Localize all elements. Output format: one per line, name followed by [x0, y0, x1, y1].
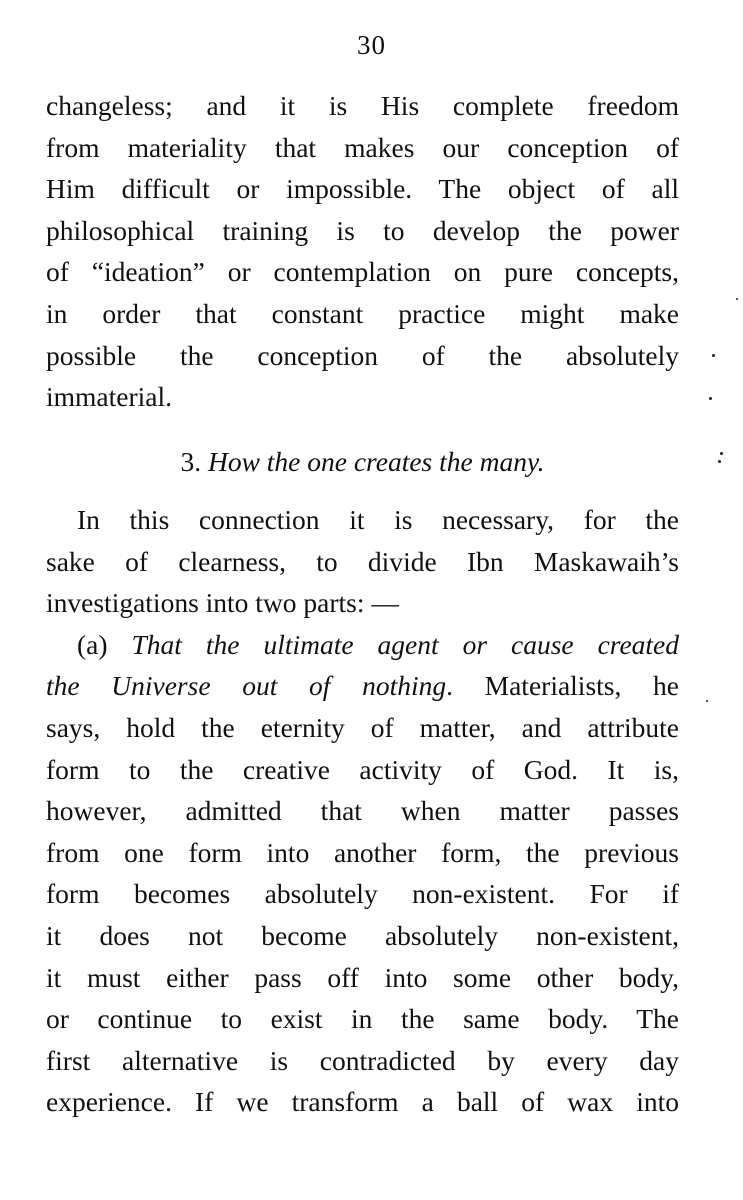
paragraph-1 [46, 85, 679, 418]
plain-text: . Materialists, he [446, 670, 679, 702]
text-line: changeless; and it is His complete freedom [46, 90, 679, 121]
text-line: says, hold the eternity of matter, and attribute [46, 711, 679, 743]
text-line [46, 624, 679, 666]
text-line: it must either pass off into some other body, [46, 961, 679, 993]
text-line: investigations into two parts: — [46, 587, 399, 619]
scan-speck [736, 298, 738, 300]
text-line: it does not become absolutely non-existent, [46, 919, 679, 951]
text-line: form becomes absolutely non-existent. For if [46, 878, 679, 910]
scan-speck [712, 354, 715, 357]
section-number: 3. [180, 446, 202, 477]
text-line: in order that constant practice might make [46, 297, 679, 329]
page-number: 30 [357, 30, 386, 60]
text-line: however, admitted that when matter passes [46, 795, 679, 827]
text-line: immaterial. [46, 381, 172, 413]
text-line: from one form into another form, the previous [46, 836, 679, 868]
text-line: sake of clearness, to divide Ibn Maskawaih’s [46, 545, 679, 577]
text-line: possible the conception of the absolutely [46, 339, 679, 371]
text-line: In this connection it is necessary, for the [77, 504, 679, 535]
scan-speck [720, 452, 723, 455]
section-title: How the one creates the many. [207, 446, 545, 477]
italic-text: the Universe out of nothing [46, 670, 447, 702]
text-line: or continue to exist in the same body. The [46, 1003, 679, 1035]
text-line: experience. If we transform a ball of wax into [46, 1086, 679, 1118]
scan-speck [706, 700, 708, 702]
paragraph-2 [46, 499, 679, 1123]
scan-speck [709, 397, 712, 400]
text-line: from materiality that makes our conception of [46, 131, 679, 163]
italic-text: That the ultimate agent or cause created [131, 628, 680, 660]
scan-speck [718, 460, 721, 463]
list-label: (a) [77, 628, 108, 660]
text-line: form to the creative activity of God. It is, [46, 753, 679, 785]
text-line: philosophical training is to develop the power [46, 214, 679, 246]
section-heading [46, 441, 679, 483]
text-line: of “ideation” or contemplation on pure concepts, [46, 256, 679, 288]
text-line: first alternative is contradicted by every day [46, 1044, 679, 1076]
text-line: Him difficult or impossible. The object of all [46, 173, 679, 205]
text-line [46, 665, 679, 707]
